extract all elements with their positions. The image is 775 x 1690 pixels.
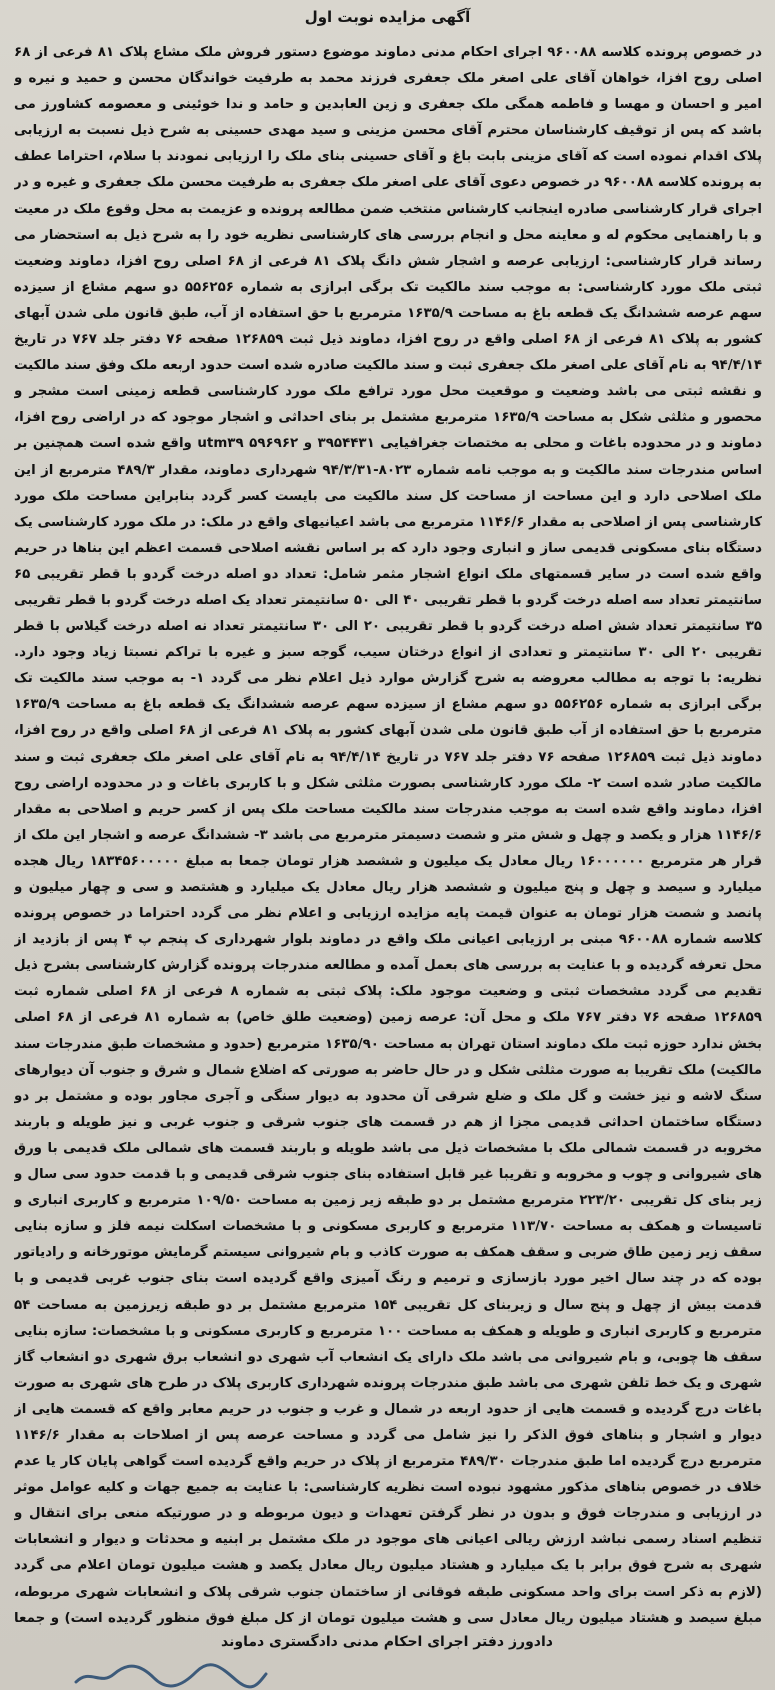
notice-body: در خصوص پرونده کلاسه ۹۶۰۰۸۸ اجرای احکام مدنی دماوند موضوع دستور فروش ملک مشاع پلاک ۸۱ فرعی از ۶۸ اصلی روح افزا، خواهان آقای علی اصغر ملک جعفری فرزند محمد به طرفیت خواندگان محسن و حمید و نیره و امیر و احسان و مهسا و فاطمه همگی ملک جعفری و زین العابدین و حامد و ندا خوئینی و معصومه کشاورز می باشد که پس از توقیف کارشناسان محترم آقای محسن مزینی و سید مهدی حسینی به شرح ذیل نسبت به ارزیابی پلاک اقدام نموده است که آقای مزینی بابت باغ و آقای حسینی بنای ملک را ارزیابی نمودند با سلام، احتراما عطف به پرونده کلاسه ۹۶۰۰۸۸ در خصوص دعوی آقای علی اصغر ملک جعفری به طرفیت محسن ملک جعفری و غیره و در اجرای قرار کارشناسی صادره اینجانب کارشناس منتخب ضمن مطالعه پرونده و عزیمت به محل وقوع ملک در معیت و با راهنمایی محکوم له و معاینه محل و انجام بررسی های کارشناسی نظریه خود را به شرح ذیل به استحضار می رساند قرار کارشناسی: ارزیابی عرصه و اشجار شش دانگ پلاک ۸۱ فرعی از ۶۸ اصلی روح افزا، دماوند وضعیت ثبتی ملک مورد کارشناسی: به موجب سند مالکیت تک برگی ابرازی به شماره ۵۵۶۲۵۶ دو سهم مشاع از سیزده سهم عرصه ششدانگ یک قطعه باغ به مساحت ۱۶۳۵/۹ مترمربع با حق استفاده از آب، طبق قانون ملی شدن آبهای کشور به پلاک ۸۱ فرعی از ۶۸ اصلی واقع در روح افزا، دماوند ذیل ثبت ۱۲۶۸۵۹ صفحه ۷۶ دفتر جلد ۷۶۷ در تاریخ ۹۴/۴/۱۴ به نام آقای علی اصغر ملک جعفری ثبت و سند مالکیت صادره شده است حدود اربعه ملک وفق سند مالکیت و نقشه ثبتی می باشد وضعیت و موقعیت محل مورد ترافع ملک مورد کارشناسی قطعه زمینی است مشجر و محصور و مثلثی شکل به مساحت ۱۶۳۵/۹ مترمربع مشتمل بر بنای احداثی و اشجار موجود که در اراضی روح افزا، دماوند و در محدوده باغات و محلی به مختصات جغرافیایی ۳۹۵۴۴۳۱ و ۵۹۶۹۶۲ utm۳۹ واقع شده است همچنین بر اساس مندرجات سند مالکیت و به موجب نامه شماره ۸۰۲۳-۹۴/۳/۳۱ شهرداری دماوند، مقدار ۴۸۹/۳ مترمربع از این ملک اصلاحی دارد و این مساحت از مساحت کل سند مالکیت می بایست کسر گردد بنابراین مساحت ملک مورد کارشناسی پس از اصلاحی به مقدار ۱۱۴۶/۶ مترمربع می باشد اعیانیهای واقع در ملک: در ملک مورد کارشناسی یک دستگاه بنای مسکونی قدیمی ساز و انباری وجود دارد که بر اساس نقشه اصلاحی قسمت اعظم این بناها در حریم واقع شده است در سایر قسمتهای ملک انواع اشجار مثمر شامل: تعداد دو اصله درخت گردو با قطر تقریبی ۶۵ سانتیمتر تعداد سه اصله درخت گردو با قطر تقریبی ۴۰ الی ۵۰ سانتیمتر تعداد یک اصله درخت گردو با قطر تقریبی ۳۵ سانتیمتر تعداد شش اصله درخت گردو با قطر تقریبی ۲۰ الی ۳۰ سانتیمتر تعداد نه اصله درخت گیلاس با قطر تقریبی ۲۰ الی ۳۰ سانتیمتر و تعدادی از انواع درختان سیب، گوجه سبز و غیره با تراکم نسبتا زیاد وجود دارد. نظریه: با توجه به مطالب معروضه به شرح گزارش موارد ذیل اعلام نظر می گردد ۱- به موجب سند مالکیت تک برگی ابرازی به شماره ۵۵۶۲۵۶ دو سهم مشاع از سیزده سهم عرصه ششدانگ یک قطعه باغ به مساحت ۱۶۳۵/۹ مترمربع با حق استفاده از آب طبق قانون ملی شدن آبهای کشور به پلاک ۸۱ فرعی از ۶۸ اصلی واقع در روح افزا، دماوند ذیل ثبت ۱۲۶۸۵۹ صفحه ۷۶ دفتر جلد ۷۶۷ در تاریخ ۹۴/۴/۱۴ به نام آقای علی اصغر ملک جعفری ثبت و سند مالکیت صادر شده است ۲- ملک مورد کارشناسی بصورت مثلثی شکل و با کاربری باغات و در محدوده اراضی روح افزا، دماوند واقع شده است به موجب مندرجات سند مالکیت مساحت ملک پس از کسر حریم و اصلاحی به مقدار ۱۱۴۶/۶ هزار و یکصد و چهل و شش متر و شصت دسیمتر مترمربع می باشد ۳- ششدانگ عرصه و اشجار این ملک از قرار هر مترمربع ۱۶۰۰۰۰۰۰ ریال معادل یک میلیون و ششصد هزار تومان جمعا به مبلغ ۱۸۳۴۵۶۰۰۰۰۰ ریال هجده میلیارد و سیصد و چهل و پنج میلیون و ششصد هزار ریال معادل یک میلیارد و هشتصد و سی و چهار میلیون و پانصد و شصت هزار تومان به عنوان قیمت پایه مزایده ارزیابی و اعلام نظر می گردد احتراما در خصوص پرونده کلاسه شماره ۹۶۰۰۸۸ مبنی بر ارزیابی اعیانی ملک واقع در دماوند بلوار شهرداری ک پنجم پ ۴ پس از بازدید از محل تعرفه گردیده و با عنایت به بررسی های بعمل آمده و مطالعه مندرجات پرونده گزارش کارشناسی بشرح ذیل تقدیم می گردد مشخصات ثبتی و وضعیت موجود ملک: پلاک ثبتی به شماره ۸ فرعی از ۶۸ اصلی شماره ثبت ۱۲۶۸۵۹ صفحه ۷۶ دفتر ۷۶۷ ملک و محل آن: عرصه زمین (وضعیت طلق خاص) به شماره ۸۱ فرعی از ۶۸ اصلی بخش ندارد حوزه ثبت ملک دماوند استان تهران به مساحت ۱۶۳۵/۹۰ مترمربع (حدود و مشخصات طبق مندرجات سند مالکیت) ملک تقریبا به صورت مثلثی شکل و در حال حاضر به صورتی که اضلاع شمال و شرق و جنوب آن دیوارهای سنگ لاشه و نیز خشت و گل ملک و ضلع شرقی آن محدود به دیوار سنگی و آجری مجاور بوده و مشتمل بر دو دستگاه ساختمان احداثی قدیمی مجزا از هم در قسمت های جنوب شرقی و جنوب غربی و نیز طویله و باربند مخروبه در قسمت شمالی ملک با مشخصات ذیل می باشد طویله و باربند قسمت های شمالی ملک قدیمی با ورق های شیروانی و چوب و مخروبه و تقریبا غیر قابل استفاده بنای جنوب شرقی قدیمی و با قدمت حدود سی سال و زیر بنای کل تقریبی ۲۲۳/۲۰ مترمربع مشتمل بر دو طبقه زیر زمین به مساحت ۱۰۹/۵۰ مترمربع و کاربری انباری و تاسیسات و همکف به مساحت ۱۱۳/۷۰ مترمربع و کاربری مسکونی و با مشخصات اسکلت نیمه فلز و سازه بنایی سقف زیر زمین طاق ضربی و سقف همکف به صورت کاذب و بام شیروانی سیستم گرمایش موتورخانه و رادیاتور بوده که در چند سال اخیر مورد بازسازی و ترمیم و رنگ آمیزی واقع گردیده است بنای جنوب غربی قدیمی و با قدمت بیش از چهل و پنج سال و زیربنای کل تقریبی ۱۵۴ مترمربع مشتمل بر دو طبقه زیرزمین به مساحت ۵۴ مترمربع و کاربری انباری و طویله و همکف به مساحت ۱۰۰ مترمربع و کاربری مسکونی و با مشخصات: سازه بنایی سقف ها چوبی، و بام شیروانی می باشد ملک دارای یک انشعاب آب شهری دو انشعاب برق شهری دو انشعاب گاز شهری و یک خط تلفن شهری می باشد طبق مندرجات پرونده شهرداری کاربری پلاک در طرح های شهری به صورت باغات درج گردیده و قسمت هایی از حدود اربعه در شمال و غرب و جنوب در حریم معابر واقع که قسمت هایی از دیوار و اشجار و بناهای فوق الذکر را نیز شامل می گردد و مساحت عرصه پس از اصلاحات به مقدار ۱۱۴۶/۶ مترمربع درج گردیده اما طبق مندرجات ۴۸۹/۳۰ مترمربع از پلاک در حریم واقع گردیده است گواهی پایان کار یا عدم خلاف در خصوص بناهای مذکور مشهود نبوده است نظریه کارشناسی: با عنایت به جمیع جهات و کلیه عوامل موثر در ارزیابی و مندرجات فوق و بدون در نظر گرفتن تعهدات و دیون مربوطه و در صورتیکه منعی برای انتقال و تنظیم اسناد رسمی نباشد ارزش ریالی اعیانی های موجود در ملک مشتمل بر ابنیه و محدثات و دیوار و انشعابات شهری به شرح فوق برابر با یک میلیارد و هشتاد میلیون ریال معادل یکصد و هشت میلیون تومان اعلام می گردد (لازم به ذکر است برای واحد مسکونی طبقه فوقانی از ساختمان جنوب شرقی پلاک و انشعابات شهری مربوطه، مبلغ سیصد و هشتاد میلیون ریال معادل سی و هشت میلیون تومان از کل مبلغ فوق منظور گردیده است) و جمعا xyxy=(14,45,762,1626)
notice-title: آگهی مزایده نوبت اول xyxy=(304,8,471,26)
handwritten-mark xyxy=(70,1660,270,1690)
notice-signature: دادورز دفتر اجرای احکام مدنی دادگستری دماوند xyxy=(221,1634,553,1650)
